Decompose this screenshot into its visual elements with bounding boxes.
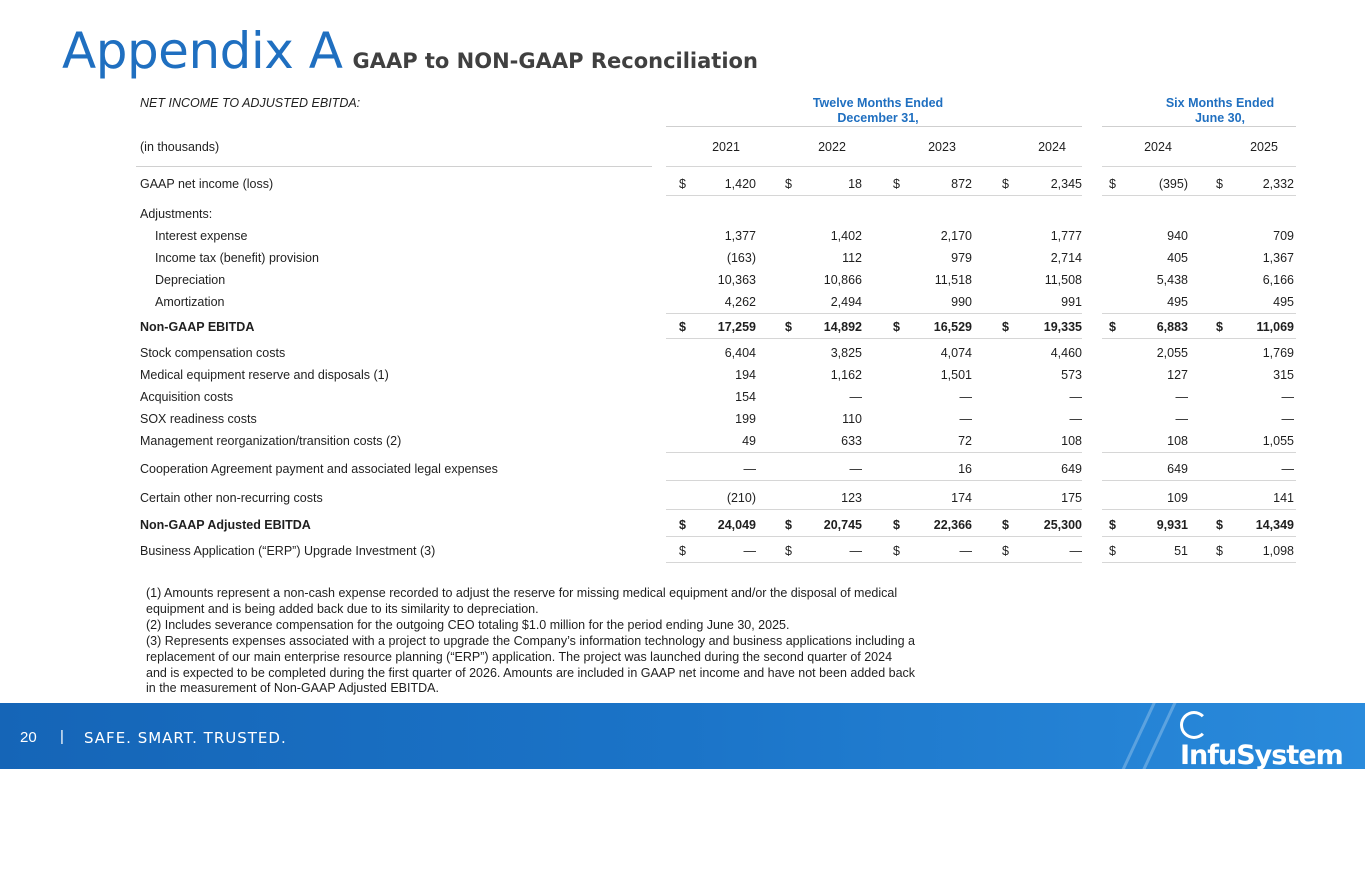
- row-label: Amortization: [155, 295, 225, 309]
- table-cell: 14,349: [1255, 518, 1294, 532]
- table-cell: —: [1281, 462, 1294, 476]
- year-header: 2025: [1250, 140, 1278, 154]
- logo-mark-icon: [1180, 711, 1208, 739]
- table-cell: 1,098: [1262, 544, 1294, 558]
- table-cell: 633: [841, 434, 862, 448]
- dollar-sign: $: [679, 544, 686, 558]
- divider: [666, 536, 1082, 537]
- table-row: [136, 273, 1296, 291]
- row-label: SOX readiness costs: [140, 412, 257, 426]
- year-header: 2021: [712, 140, 740, 154]
- table-cell: 405: [1167, 251, 1188, 265]
- year-header: 2023: [928, 140, 956, 154]
- table-cell: 20,745: [823, 518, 862, 532]
- table-cell: 112: [842, 251, 862, 265]
- dollar-sign: $: [785, 177, 792, 191]
- table-cell: 4,460: [1050, 346, 1082, 360]
- table-cell: —: [849, 462, 862, 476]
- page-title: [62, 22, 758, 80]
- row-label: Non-GAAP Adjusted EBITDA: [140, 518, 311, 532]
- dollar-sign: $: [785, 518, 792, 532]
- table-cell: 17,259: [717, 320, 756, 334]
- table-cell: 1,162: [830, 368, 862, 382]
- group2-line2: June 30,: [1194, 111, 1246, 125]
- footnote-3: (3) Represents expenses associated with a project to upgrade the Company’s information technology and business applications including a replacement of our main enterprise resource planning (“ERP”) application. The project was launched during the second quarter of 2024 and is expected to be completed during the first quarter of 2026. Amounts are included in GAAP net income and have not been added back in the measurement of Non-GAAP Adjusted EBITDA.: [146, 633, 916, 696]
- year-header: 2024: [1144, 140, 1172, 154]
- group1-line1: Twelve Months Ended: [812, 96, 944, 110]
- table-cell: —: [959, 412, 972, 426]
- table-cell: 979: [951, 251, 972, 265]
- page-number: 20: [20, 729, 37, 746]
- table-cell: —: [849, 544, 862, 558]
- dollar-sign: $: [1216, 177, 1223, 191]
- row-label: Adjustments:: [140, 207, 213, 221]
- table-cell: 11,069: [1256, 320, 1294, 334]
- dollar-sign: $: [1002, 320, 1009, 334]
- table-row: [136, 251, 1296, 269]
- table-cell: 2,170: [940, 229, 972, 243]
- table-row: [136, 518, 1296, 536]
- infusystem-logo: [1180, 711, 1365, 778]
- row-label: Medical equipment reserve and disposals (1): [140, 368, 389, 382]
- title-main: Appendix A: [62, 22, 343, 80]
- table-cell: 16: [958, 462, 972, 476]
- table-cell: —: [1175, 390, 1188, 404]
- footer-separator: |: [60, 728, 64, 745]
- table-cell: 6,404: [724, 346, 756, 360]
- table-cell: 2,332: [1262, 177, 1294, 191]
- table-cell: 1,420: [724, 177, 756, 191]
- table-cell: (395): [1158, 177, 1188, 191]
- dollar-sign: $: [1216, 320, 1223, 334]
- table-cell: 1,367: [1262, 251, 1294, 265]
- table-cell: —: [959, 390, 972, 404]
- table-row: [136, 412, 1296, 430]
- table-cell: 315: [1273, 368, 1294, 382]
- divider: [1102, 480, 1296, 481]
- divider: [666, 562, 1082, 563]
- dollar-sign: $: [679, 320, 686, 334]
- table-cell: (210): [726, 491, 756, 505]
- divider: [666, 195, 1082, 196]
- table-cell: —: [849, 390, 862, 404]
- table-cell: 51: [1174, 544, 1188, 558]
- divider: [1102, 562, 1296, 563]
- table-cell: —: [1069, 412, 1082, 426]
- decorative-streak: [1065, 655, 1178, 891]
- table-cell: 709: [1273, 229, 1294, 243]
- table-cell: 649: [1167, 462, 1188, 476]
- divider: [1102, 195, 1296, 196]
- dollar-sign: $: [1002, 177, 1009, 191]
- row-label: Depreciation: [155, 273, 226, 287]
- table-cell: 109: [1167, 491, 1188, 505]
- table-cell: 123: [841, 491, 862, 505]
- table-row: [136, 462, 1296, 480]
- divider: [666, 338, 1082, 339]
- table-cell: —: [743, 544, 756, 558]
- table-row: [136, 544, 1296, 562]
- table-cell: 6,166: [1262, 273, 1294, 287]
- dollar-sign: $: [1002, 518, 1009, 532]
- dollar-sign: $: [1109, 544, 1116, 558]
- table-cell: 16,529: [933, 320, 972, 334]
- table-cell: 10,866: [823, 273, 862, 287]
- table-cell: —: [743, 462, 756, 476]
- table-row: [136, 229, 1296, 247]
- group2-line1: Six Months Ended: [1165, 96, 1275, 110]
- table-cell: —: [1281, 412, 1294, 426]
- row-label: Acquisition costs: [140, 390, 234, 404]
- table-cell: 49: [742, 434, 756, 448]
- dollar-sign: $: [893, 544, 900, 558]
- table-cell: 495: [1273, 295, 1294, 309]
- table-cell: 1,055: [1262, 434, 1294, 448]
- divider: [1102, 509, 1296, 510]
- table-cell: 22,366: [933, 518, 972, 532]
- group1-line2: December 31,: [837, 111, 919, 125]
- divider: [1102, 338, 1296, 339]
- table-cell: 2,055: [1156, 346, 1188, 360]
- row-label: Non-GAAP EBITDA: [140, 320, 255, 334]
- dollar-sign: $: [1216, 518, 1223, 532]
- dollar-sign: $: [893, 518, 900, 532]
- footer-tagline: SAFE. SMART. TRUSTED.: [84, 729, 287, 747]
- table-heading: NET INCOME TO ADJUSTED EBITDA:: [140, 96, 361, 110]
- table-cell: 1,501: [940, 368, 972, 382]
- table-cell: 573: [1061, 368, 1082, 382]
- table-cell: 18: [848, 177, 862, 191]
- table-cell: 940: [1167, 229, 1188, 243]
- table-row: [136, 177, 1296, 195]
- table-cell: 14,892: [823, 320, 862, 334]
- row-label: Interest expense: [155, 229, 248, 243]
- footer-bar: [0, 703, 1365, 778]
- table-cell: 4,262: [724, 295, 756, 309]
- row-label: Management reorganization/transition costs (2): [140, 434, 402, 448]
- title-sub: GAAP to NON-GAAP Reconciliation: [352, 49, 758, 73]
- divider: [136, 166, 652, 167]
- footnote-1: (1) Amounts represent a non-cash expense recorded to adjust the reserve for missing medical equipment and/or the disposal of medical equipment and is being added back due to its similarity to depreciation.: [146, 586, 898, 616]
- table-cell: 991: [1061, 295, 1082, 309]
- table-cell: 110: [842, 412, 862, 426]
- row-label: Business Application (“ERP”) Upgrade Investment (3): [140, 544, 436, 558]
- logo-name: InfuSystem: [1180, 740, 1343, 771]
- table-row: [136, 320, 1296, 338]
- table-cell: 649: [1061, 462, 1082, 476]
- divider: [1102, 126, 1296, 127]
- table-cell: 5,438: [1156, 273, 1188, 287]
- table-row: [136, 295, 1296, 313]
- divider: [666, 509, 1082, 510]
- table-cell: 11,508: [1044, 273, 1082, 287]
- row-label: Stock compensation costs: [140, 346, 286, 360]
- table-cell: 9,931: [1156, 518, 1188, 532]
- table-cell: 872: [951, 177, 972, 191]
- table-cell: —: [959, 544, 972, 558]
- table-cell: 6,883: [1156, 320, 1188, 334]
- dollar-sign: $: [679, 518, 686, 532]
- table-cell: —: [1281, 390, 1294, 404]
- dollar-sign: $: [785, 320, 792, 334]
- units-label: (in thousands): [140, 140, 220, 154]
- table-cell: 1,777: [1050, 229, 1082, 243]
- table-cell: 1,402: [830, 229, 862, 243]
- table-cell: (163): [726, 251, 756, 265]
- table-cell: 11,518: [934, 273, 972, 287]
- table-cell: 72: [958, 434, 972, 448]
- divider: [666, 313, 1082, 314]
- table-cell: 1,769: [1262, 346, 1294, 360]
- row-label: Income tax (benefit) provision: [155, 251, 319, 265]
- table-cell: 2,714: [1050, 251, 1082, 265]
- table-cell: 10,363: [717, 273, 756, 287]
- dollar-sign: $: [893, 320, 900, 334]
- table-cell: 495: [1167, 295, 1188, 309]
- year-header: 2022: [818, 140, 846, 154]
- row-label: GAAP net income (loss): [140, 177, 274, 191]
- table-cell: 24,049: [717, 518, 756, 532]
- table-cell: 199: [735, 412, 756, 426]
- year-header: 2024: [1038, 140, 1066, 154]
- table-cell: 141: [1273, 491, 1294, 505]
- table-cell: 2,494: [830, 295, 862, 309]
- table-row: [136, 207, 1296, 225]
- table-cell: 2,345: [1050, 177, 1082, 191]
- dollar-sign: $: [1109, 518, 1116, 532]
- table-cell: 4,074: [940, 346, 972, 360]
- divider: [666, 126, 1082, 127]
- table-cell: 127: [1167, 368, 1188, 382]
- footnotes: [146, 586, 916, 697]
- row-label: Certain other non-recurring costs: [140, 491, 323, 505]
- table-cell: 19,335: [1043, 320, 1082, 334]
- table-cell: 174: [951, 491, 972, 505]
- divider: [1102, 166, 1296, 167]
- table-cell: 175: [1061, 491, 1082, 505]
- table-cell: 108: [1167, 434, 1188, 448]
- divider: [1102, 536, 1296, 537]
- divider: [666, 480, 1082, 481]
- dollar-sign: $: [1002, 544, 1009, 558]
- table-cell: 1,377: [724, 229, 756, 243]
- group-header-twelve-months: [788, 96, 968, 126]
- divider: [666, 452, 1082, 453]
- row-label: Cooperation Agreement payment and associated legal expenses: [140, 462, 498, 476]
- table-cell: 990: [951, 295, 972, 309]
- dollar-sign: $: [1109, 177, 1116, 191]
- table-cell: 108: [1061, 434, 1082, 448]
- divider: [666, 166, 1082, 167]
- dollar-sign: $: [893, 177, 900, 191]
- table-cell: —: [1069, 544, 1082, 558]
- logo-tagline: SAFE. SMART. TRUSTED.: [1194, 769, 1344, 778]
- table-cell: 25,300: [1043, 518, 1082, 532]
- table-cell: —: [1069, 390, 1082, 404]
- table-row: [136, 368, 1296, 386]
- table-cell: 194: [735, 368, 756, 382]
- group-header-six-months: [1140, 96, 1300, 126]
- dollar-sign: $: [1109, 320, 1116, 334]
- table-row: [136, 390, 1296, 408]
- table-row: [136, 491, 1296, 509]
- dollar-sign: $: [679, 177, 686, 191]
- table-cell: 154: [735, 390, 756, 404]
- divider: [1102, 452, 1296, 453]
- table-cell: —: [1175, 412, 1188, 426]
- table-row: [136, 434, 1296, 452]
- dollar-sign: $: [1216, 544, 1223, 558]
- dollar-sign: $: [785, 544, 792, 558]
- table-cell: 3,825: [830, 346, 862, 360]
- table-row: [136, 346, 1296, 364]
- footnote-2: (2) Includes severance compensation for the outgoing CEO totaling $1.0 million for the period ending June 30, 2025.: [146, 617, 790, 632]
- divider: [1102, 313, 1296, 314]
